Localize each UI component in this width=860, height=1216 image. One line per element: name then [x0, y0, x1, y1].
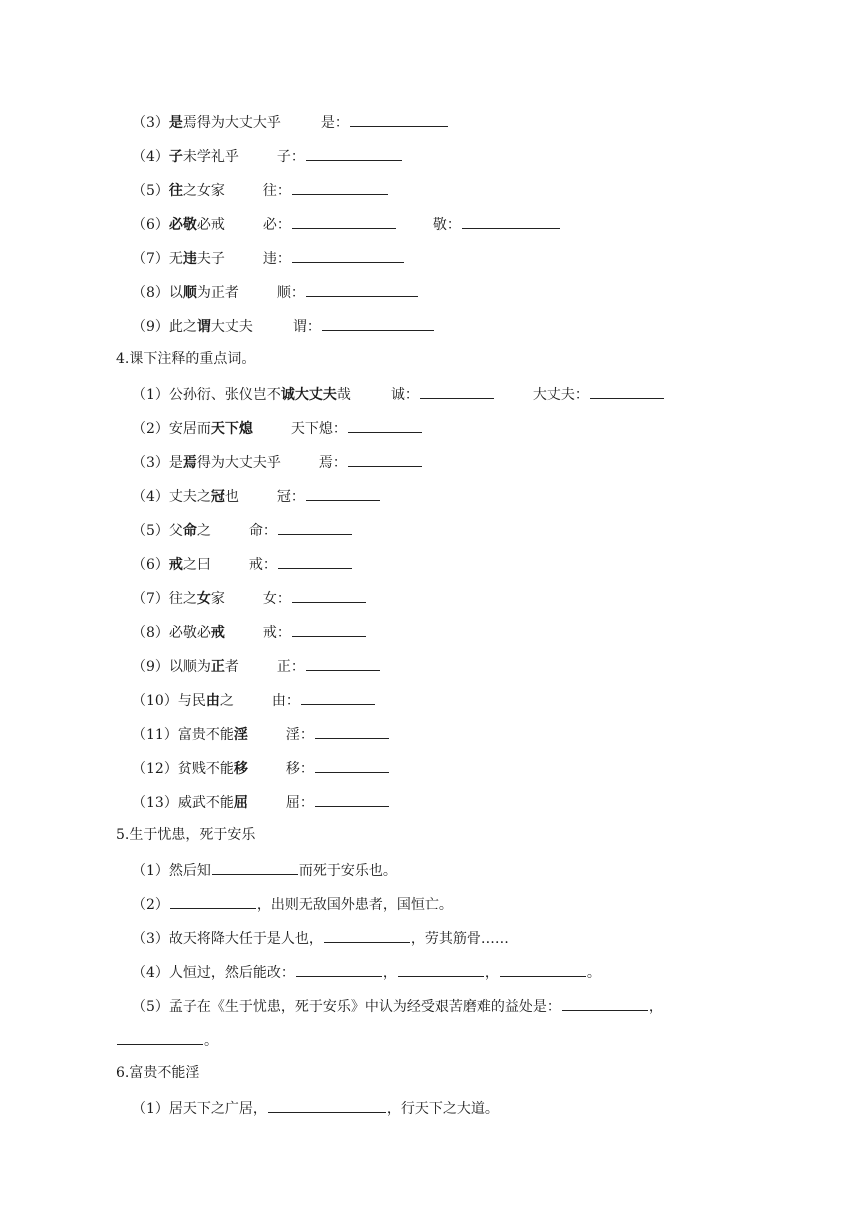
item-3-6: （6）必敬必戒 必： 敬：	[132, 213, 561, 233]
answer-blank[interactable]	[268, 1097, 386, 1113]
item-4-4: （4）丈夫之冠也 冠：	[132, 485, 381, 505]
item-5-2: （2） ，出则无敌国外患者，国恒亡。	[132, 893, 453, 913]
item-5-1: （1）然后知 而死于安乐也。	[132, 859, 397, 879]
item-5-4: （4）人恒过，然后能改： ， ， 。	[132, 961, 601, 981]
answer-blank[interactable]	[462, 213, 560, 229]
answer-blank[interactable]	[278, 553, 352, 569]
answer-blank[interactable]	[315, 757, 389, 773]
answer-blank[interactable]	[306, 655, 380, 671]
answer-blank[interactable]	[562, 995, 648, 1011]
answer-blank[interactable]	[350, 111, 448, 127]
answer-blank[interactable]	[292, 213, 396, 229]
section-6-heading: 6.富贵不能淫	[116, 1065, 200, 1081]
item-5-5: （5）孟子在《生于忧患，死于安乐》中认为经受艰苦磨难的益处是： ，	[132, 995, 663, 1015]
answer-blank[interactable]	[315, 723, 389, 739]
item-3-4: （4）子未学礼乎 子：	[132, 145, 403, 165]
answer-blank[interactable]	[322, 315, 434, 331]
item-4-9: （9）以顺为正者 正：	[132, 655, 381, 675]
item-5-5-cont: 。	[116, 1029, 218, 1049]
answer-blank[interactable]	[348, 417, 422, 433]
answer-blank[interactable]	[306, 485, 380, 501]
answer-blank[interactable]	[292, 247, 404, 263]
answer-blank[interactable]	[420, 383, 494, 399]
answer-blank[interactable]	[117, 1029, 203, 1045]
item-4-10: （10）与民由之 由：	[132, 689, 376, 709]
answer-blank[interactable]	[296, 961, 382, 977]
answer-blank[interactable]	[292, 621, 366, 637]
item-4-6: （6）戒之曰 戒：	[132, 553, 353, 573]
item-4-7: （7）往之女家 女：	[132, 587, 367, 607]
item-5-3: （3）故天将降大任于是人也， ，劳其筋骨……	[132, 927, 509, 947]
item-4-1: （1）公孙衍、张仪岂不诚大丈夫哉 诚： 大丈夫：	[132, 383, 665, 403]
item-4-2: （2）安居而天下熄 天下熄：	[132, 417, 423, 437]
item-3-3: （3）是焉得为大丈大乎 是：	[132, 111, 449, 131]
answer-blank[interactable]	[212, 859, 298, 875]
answer-blank[interactable]	[500, 961, 586, 977]
item-4-8: （8）必敬必戒 戒：	[132, 621, 367, 641]
item-6-1: （1）居天下之广居， ，行天下之大道。	[132, 1097, 499, 1117]
answer-blank[interactable]	[301, 689, 375, 705]
answer-blank[interactable]	[324, 927, 410, 943]
answer-blank[interactable]	[292, 179, 388, 195]
item-4-12: （12）贫贱不能移 移：	[132, 757, 390, 777]
answer-blank[interactable]	[315, 791, 389, 807]
item-3-9: （9）此之谓大丈夫 谓：	[132, 315, 435, 335]
item-4-5: （5）父命之 命：	[132, 519, 353, 539]
item-4-11: （11）富贵不能淫 淫：	[132, 723, 390, 743]
item-4-3: （3）是焉得为大丈夫乎 焉：	[132, 451, 423, 471]
answer-blank[interactable]	[278, 519, 352, 535]
answer-blank[interactable]	[398, 961, 484, 977]
item-3-8: （8）以顺为正者 顺：	[132, 281, 419, 301]
item-4-13: （13）威武不能屈 屈：	[132, 791, 390, 811]
answer-blank[interactable]	[348, 451, 422, 467]
item-3-7: （7）无违夫子 违：	[132, 247, 405, 267]
answer-blank[interactable]	[292, 587, 366, 603]
answer-blank[interactable]	[590, 383, 664, 399]
section-4-heading: 4.课下注释的重点词。	[116, 351, 256, 367]
item-3-5: （5）往之女家 往：	[132, 179, 389, 199]
answer-blank[interactable]	[306, 145, 402, 161]
answer-blank[interactable]	[306, 281, 418, 297]
section-5-heading: 5.生于忧患，死于安乐	[116, 827, 256, 843]
answer-blank[interactable]	[170, 893, 256, 909]
